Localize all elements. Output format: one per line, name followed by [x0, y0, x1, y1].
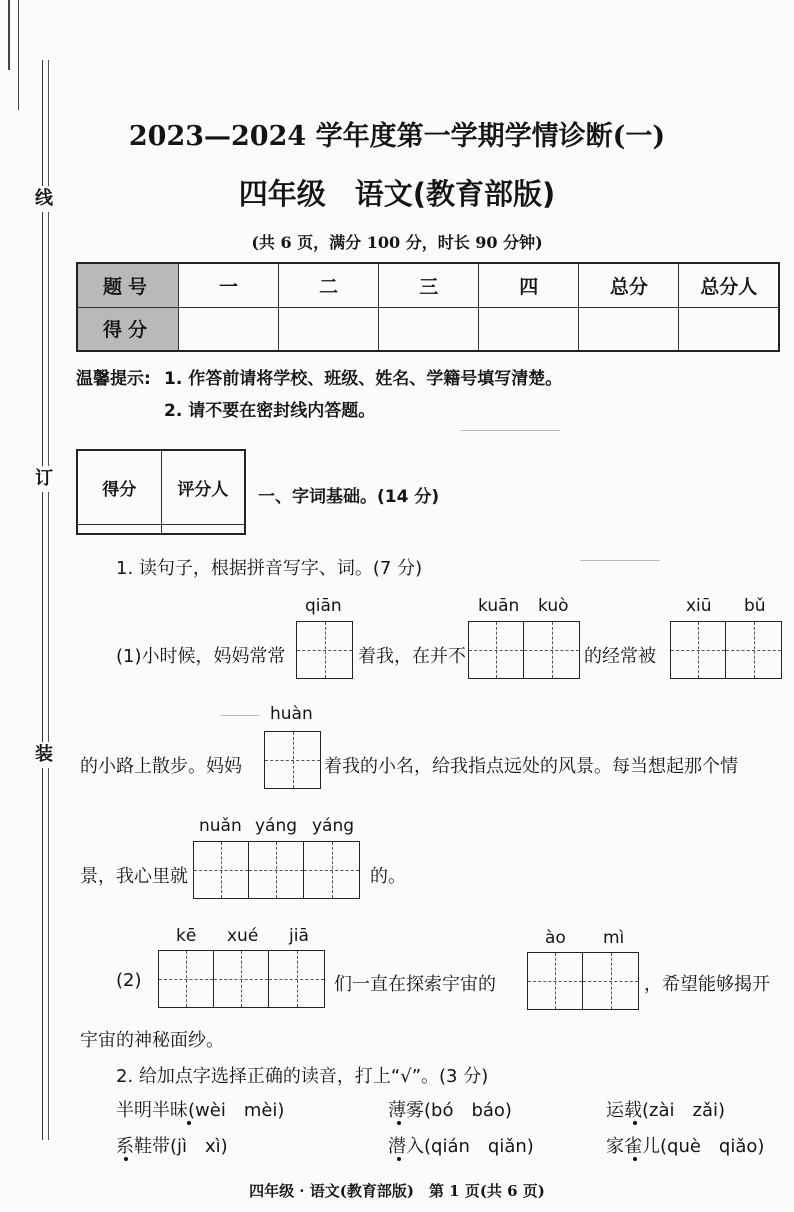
emphasis-dot: [633, 1157, 637, 1161]
answer-grid[interactable]: [264, 731, 321, 789]
corner-mark: [8, 0, 10, 70]
pinyin-label: bǔ: [744, 596, 766, 616]
grader-table: [76, 449, 246, 535]
exam-info: (共 6 页，满分 100 分，时长 90 分钟): [251, 233, 543, 252]
emphasis-dot: [397, 1157, 401, 1161]
emphasis-dot: [633, 1121, 637, 1125]
binding-char-zhuang: 装: [31, 742, 57, 768]
pinyin-label: huàn: [270, 704, 313, 724]
pinyin-label: kuò: [538, 596, 569, 616]
pinyin-label: jiā: [289, 926, 309, 946]
sentence-text: 宇宙的神秘面纱。: [80, 1030, 224, 1051]
pronunciation-item: [116, 1132, 228, 1158]
pinyin-label: yáng: [312, 816, 355, 836]
sentence-text: 的经常被: [584, 646, 656, 667]
pronunciation-item: [606, 1096, 725, 1122]
answer-grid[interactable]: [296, 621, 353, 679]
item-word: 薄雾: [388, 1100, 424, 1121]
grader-reviewer-label: 评分人: [161, 450, 245, 525]
item-word: 家雀儿: [606, 1136, 660, 1157]
item-word: 半明半昧: [116, 1100, 188, 1121]
item-options[interactable]: (què qiǎo): [660, 1136, 765, 1157]
score-table-cell: 三: [379, 263, 479, 307]
pronunciation-item: [116, 1096, 284, 1122]
answer-grid[interactable]: [527, 952, 639, 1010]
score-field[interactable]: [579, 307, 679, 351]
binding-line: [42, 60, 43, 1140]
item-word: 系鞋带: [116, 1136, 170, 1157]
score-table-cell: 总分: [579, 263, 679, 307]
pronunciation-item: [388, 1096, 512, 1122]
pinyin-label: kē: [176, 926, 197, 946]
score-table-score-row: [77, 307, 779, 351]
grader-score-field[interactable]: [77, 525, 161, 534]
sentence-text: 着我的小名，给我指点远处的风景。每当想起那个情: [324, 756, 738, 777]
answer-grid[interactable]: [158, 950, 325, 1008]
scan-artifact: [580, 560, 660, 561]
exam-title: 2023—2024 学年度第一学期学情诊断(一): [128, 121, 666, 152]
pinyin-label: ào: [545, 928, 566, 948]
emphasis-dot: [397, 1121, 401, 1125]
binding-char-ding: 订: [31, 466, 57, 492]
sentence-text: 景，我心里就: [80, 866, 188, 887]
tips-item-1: 1. 作答前请将学校、班级、姓名、学籍号填写清楚。: [164, 369, 563, 389]
score-table-header-row: [77, 263, 779, 307]
score-field[interactable]: [479, 307, 579, 351]
sentence-text: (2): [116, 970, 142, 991]
scan-artifact: [220, 715, 260, 716]
answer-grid[interactable]: [670, 621, 782, 679]
sentence-text: 着我，在并不: [358, 646, 466, 667]
tips-label: 温馨提示:: [76, 369, 151, 389]
corner-mark: [18, 0, 19, 110]
binding-char-xian: 线: [31, 186, 57, 212]
sentence-text: 的。: [370, 866, 406, 887]
score-field[interactable]: [279, 307, 379, 351]
grader-score-label: 得分: [77, 450, 161, 525]
pronunciation-item: [388, 1132, 534, 1158]
score-table-cell: 一: [179, 263, 279, 307]
score-field[interactable]: [679, 307, 779, 351]
tips-item-2: 2. 请不要在密封线内答题。: [164, 401, 376, 421]
binding-line: [48, 60, 49, 1140]
pinyin-label: yáng: [255, 816, 298, 836]
score-table-cell: 题号: [77, 263, 179, 307]
score-table-cell: 得分: [77, 307, 179, 351]
item-word: 潜入: [388, 1136, 424, 1157]
emphasis-dot: [187, 1121, 191, 1125]
sentence-text: ，希望能够揭开: [644, 974, 770, 995]
answer-grid[interactable]: [193, 841, 360, 899]
pinyin-label: kuān: [478, 596, 520, 616]
pronunciation-item: [606, 1132, 764, 1158]
item-word: 运载: [606, 1100, 642, 1121]
grader-reviewer-field[interactable]: [161, 525, 245, 534]
item-options[interactable]: (bó báo): [424, 1100, 512, 1121]
score-table: [76, 262, 780, 352]
item-options[interactable]: (qián qiǎn): [424, 1136, 534, 1157]
scan-artifact: [460, 430, 560, 431]
pinyin-label: xué: [227, 926, 259, 946]
pinyin-label: qiān: [305, 596, 342, 616]
question-prompt: 2. 给加点字选择正确的读音，打上“√”。(3 分): [116, 1066, 489, 1087]
sentence-text: 的小路上散步。妈妈: [80, 756, 242, 777]
item-options[interactable]: (wèi mèi): [188, 1100, 285, 1121]
item-options[interactable]: (jì xì): [170, 1136, 228, 1157]
item-options[interactable]: (zài zǎi): [642, 1100, 726, 1121]
score-field[interactable]: [179, 307, 279, 351]
score-table-cell: 总分人: [679, 263, 779, 307]
sentence-text: (1)小时候，妈妈常常: [116, 646, 286, 667]
sentence-text: 们一直在探索宇宙的: [334, 974, 496, 995]
question-prompt: 1. 读句子，根据拼音写字、词。(7 分): [116, 558, 423, 579]
section-heading: 一、字词基础。(14 分): [258, 487, 440, 507]
answer-grid[interactable]: [468, 621, 580, 679]
pinyin-label: xiū: [686, 596, 712, 616]
pinyin-label: nuǎn: [199, 816, 242, 836]
score-table-cell: 二: [279, 263, 379, 307]
page-footer: 四年级 · 语文(教育部版) 第 1 页(共 6 页): [249, 1182, 545, 1200]
pinyin-label: mì: [603, 928, 625, 948]
score-table-cell: 四: [479, 263, 579, 307]
score-field[interactable]: [379, 307, 479, 351]
exam-subtitle: 四年级 语文(教育部版): [238, 177, 556, 211]
emphasis-dot: [124, 1157, 128, 1161]
